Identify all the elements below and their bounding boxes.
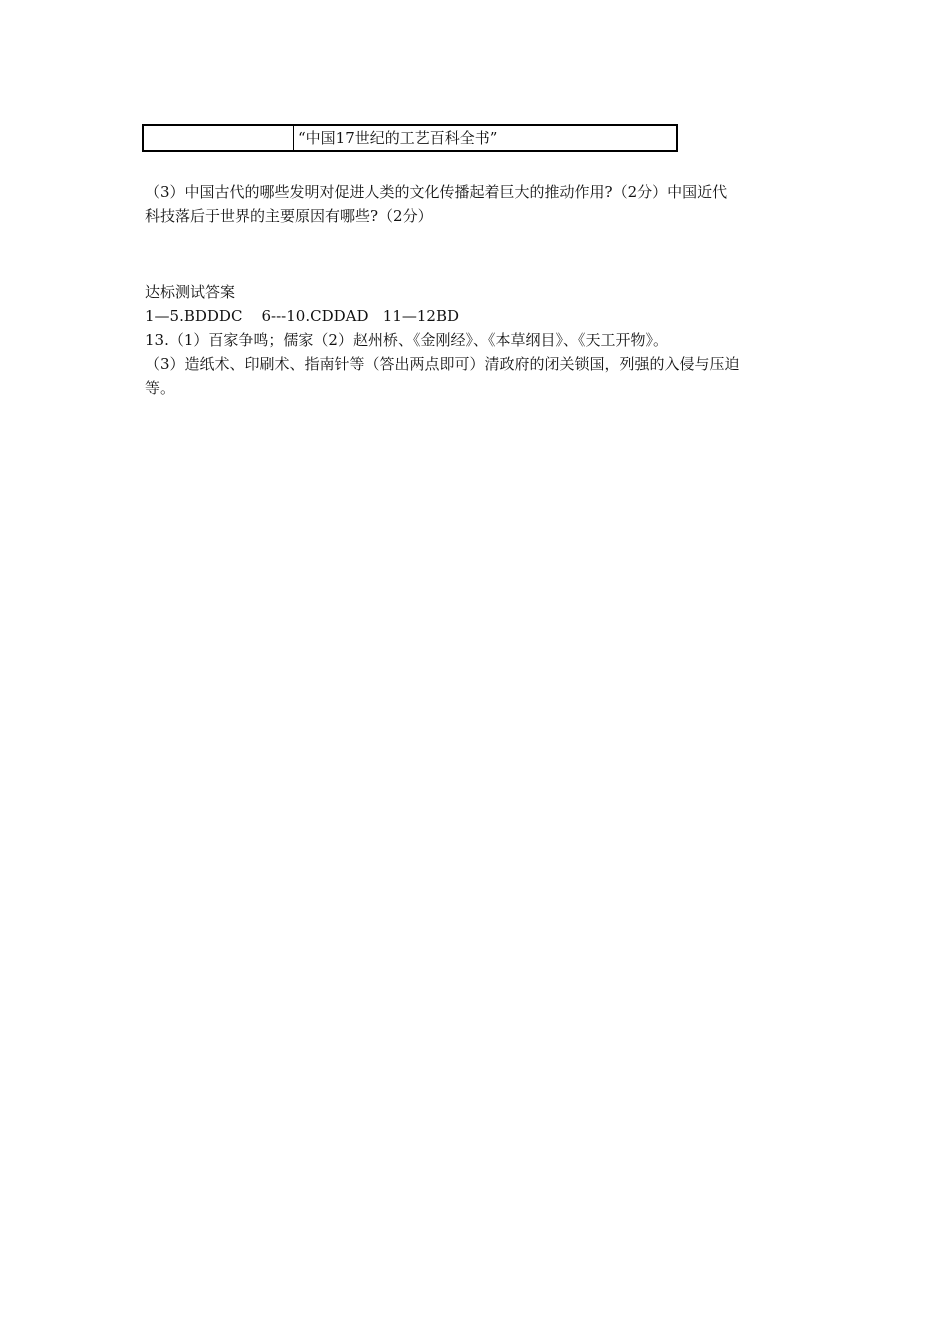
answer-key-line-2: 13.（1）百家争鸣；儒家（2）赵州桥、《金刚经》、《本草纲目》、《天工开物》。 (145, 331, 668, 349)
question-3-line-1: （3）中国古代的哪些发明对促进人类的文化传播起着巨大的推动作用?（2分）中国近代 (145, 183, 728, 201)
question-3-line-2: 科技落后于世界的主要原因有哪些?（2分） (145, 207, 433, 225)
answer-key-line-4: 等。 (145, 379, 176, 397)
table-cell-book-description: “中国17世纪的工艺百科全书” (298, 129, 498, 147)
question-3 (145, 180, 815, 228)
answer-key-heading: 达标测试答案 (145, 283, 236, 301)
answer-key-line-3: （3）造纸术、印刷术、指南针等（答出两点即可）清政府的闭关锁国，列强的入侵与压迫 (145, 355, 740, 373)
answer-key (145, 280, 815, 400)
answer-key-line-1: 1—5.BDDDC 6---10.CDDAD 11—12BD (145, 307, 460, 325)
table-cell-empty (144, 126, 294, 150)
answer-table-row (142, 124, 678, 152)
